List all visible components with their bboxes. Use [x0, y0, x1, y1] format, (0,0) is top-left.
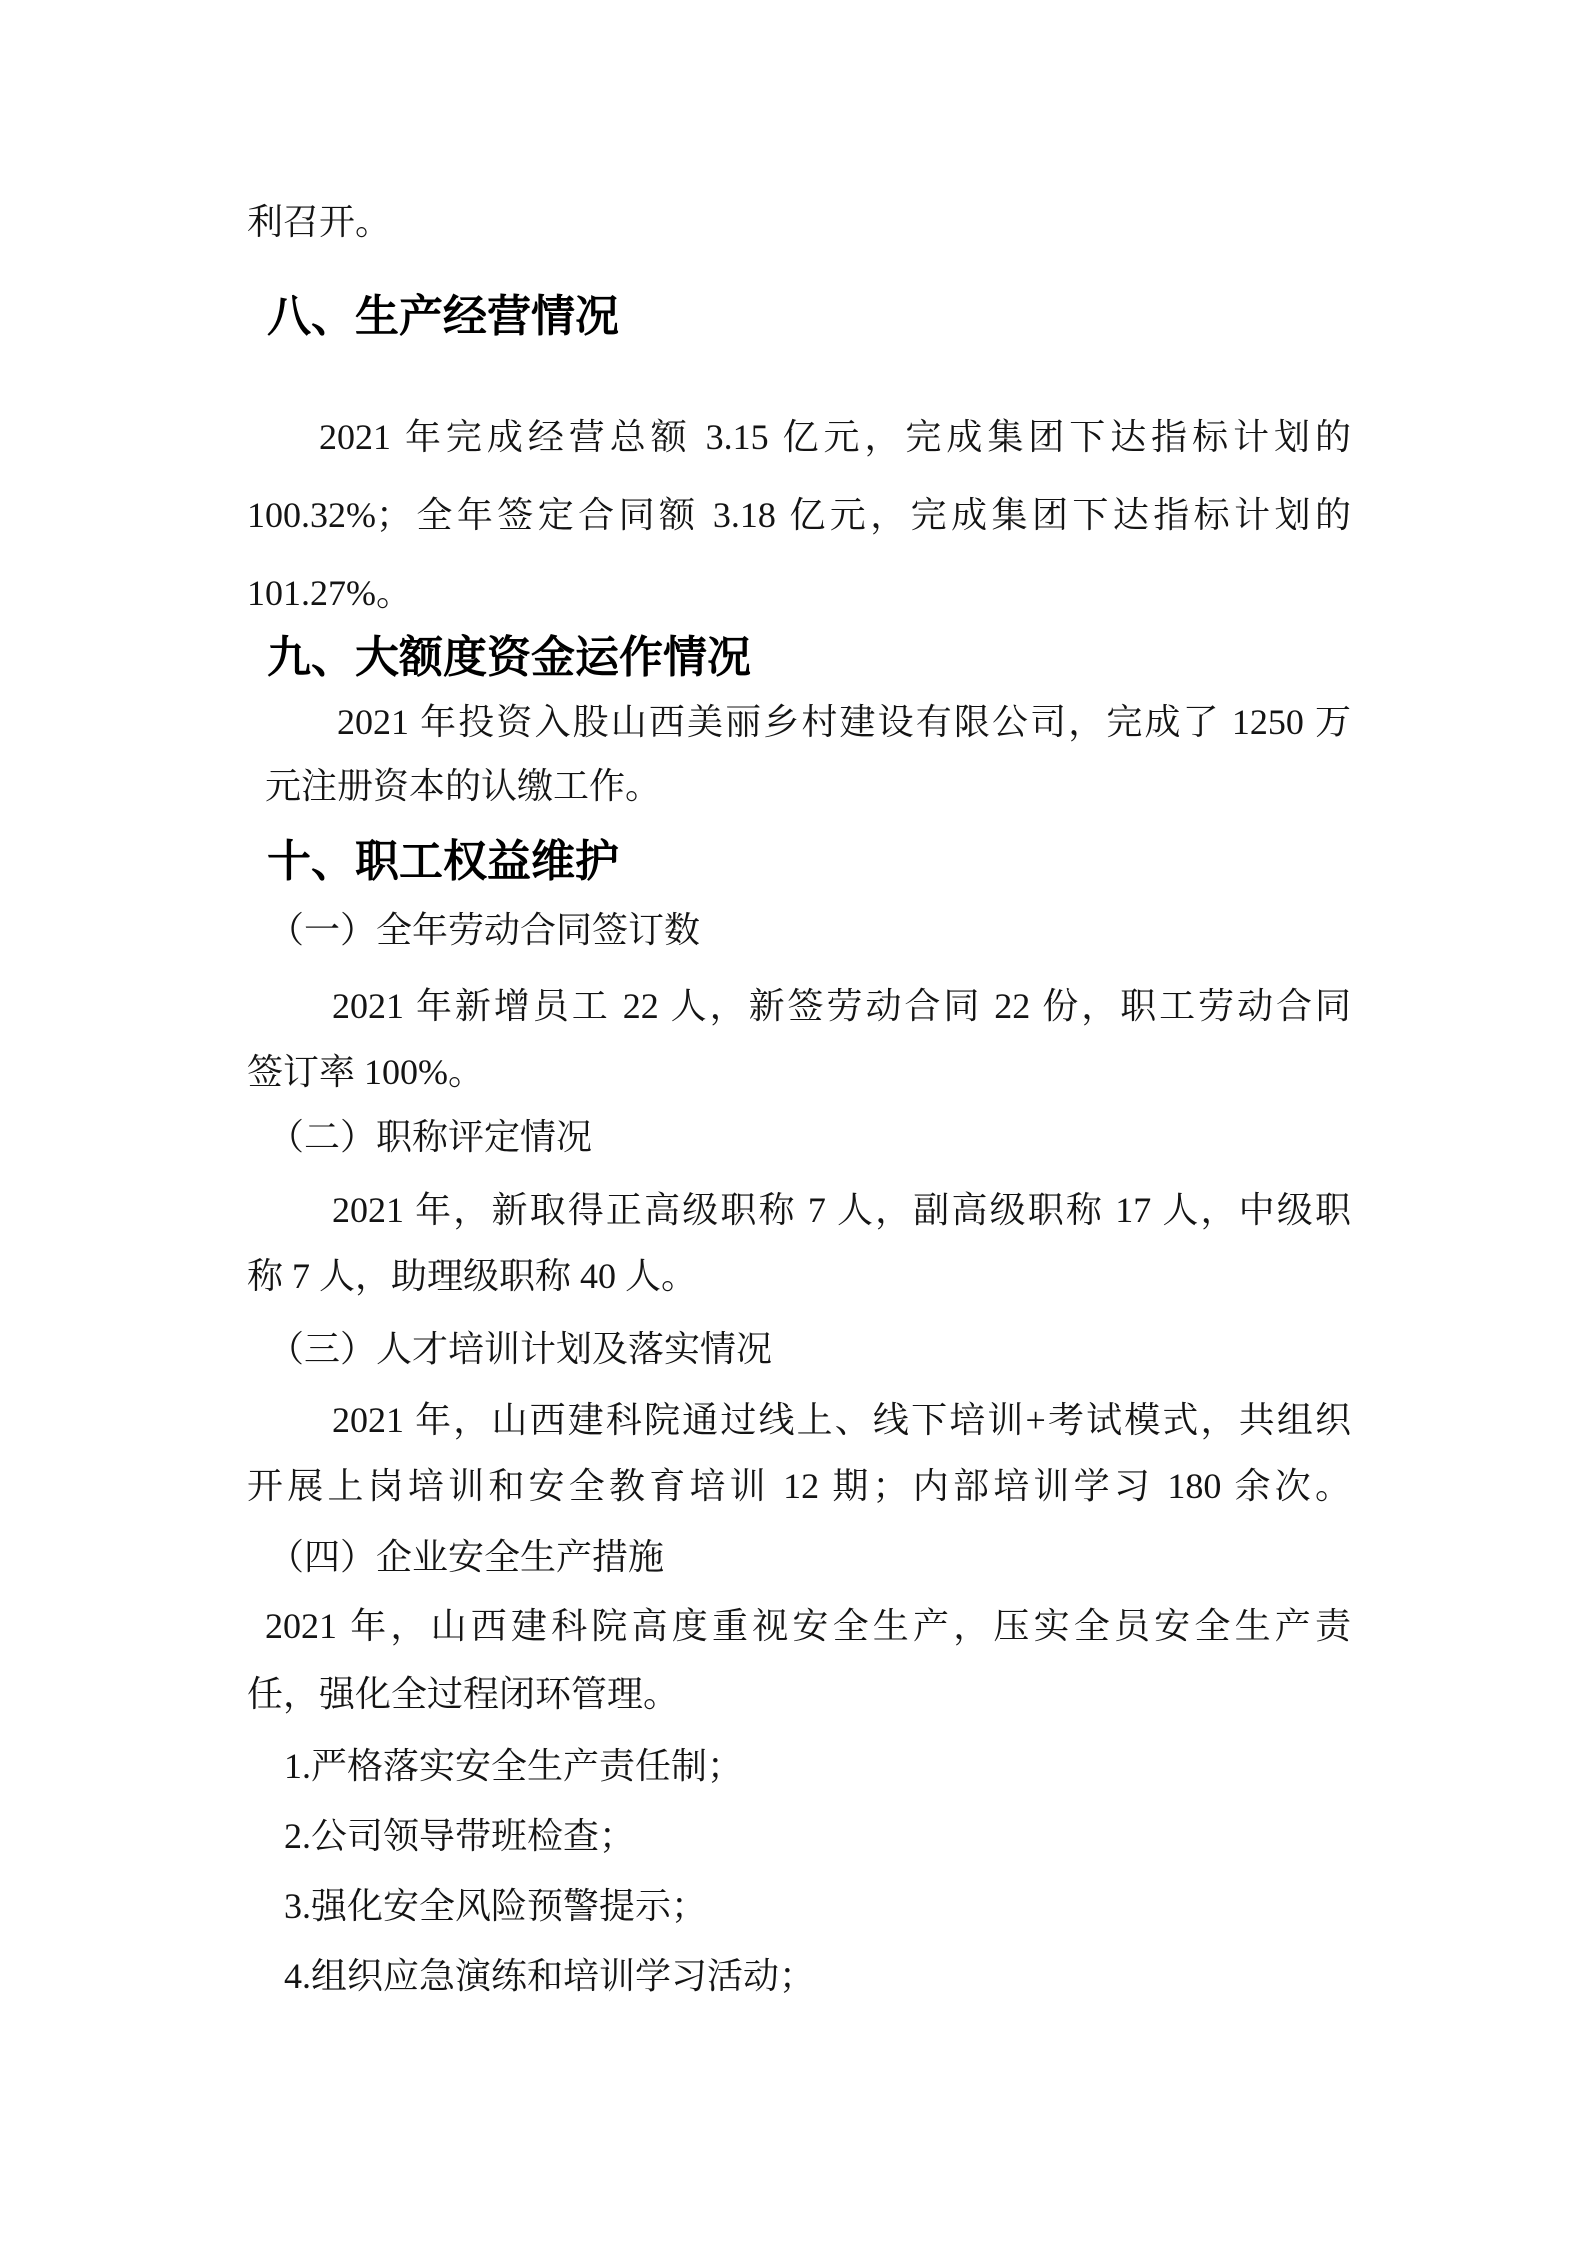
subsection-3-title: （三）人才培训计划及落实情况: [268, 1329, 773, 1369]
paragraph-line: 签订率 100%。: [247, 1052, 484, 1092]
subsection-4-title: （四）企业安全生产措施: [268, 1537, 665, 1577]
numbered-item-3: 3.强化安全风险预警提示；: [284, 1886, 708, 1926]
section-9-heading: 九、大额度资金运作情况: [267, 632, 751, 683]
section-8-paragraph: [247, 398, 1351, 632]
paragraph-line: 元注册资本的认缴工作。: [265, 766, 662, 806]
paragraph-line: 任，强化全过程闭环管理。: [247, 1674, 680, 1714]
numbered-item-1: 1.严格落实安全生产责任制；: [284, 1746, 744, 1786]
subsection-4-paragraph: [247, 1592, 1351, 1728]
numbered-item-4: 4.组织应急演练和培训学习活动；: [284, 1956, 816, 1996]
paragraph-line: 2021 年新增员工 22 人，新签劳动合同 22 份，职工劳动合同: [332, 986, 1351, 1026]
paragraph-line: 2021 年，山西建科院通过线上、线下培训+考试模式，共组织: [332, 1400, 1351, 1440]
paragraph-line: 2021 年投资入股山西美丽乡村建设有限公司，完成了 1250 万: [337, 702, 1351, 742]
subsection-1-paragraph: [247, 973, 1351, 1105]
subsection-3-paragraph: [247, 1387, 1351, 1519]
paragraph-line: 开展上岗培训和安全教育培训 12 期；内部培训学习 180 余次。: [247, 1466, 1351, 1506]
subsection-2-title: （二）职称评定情况: [268, 1117, 593, 1157]
paragraph-line: 100.32%；全年签定合同额 3.18 亿元，完成集团下达指标计划的: [247, 495, 1351, 535]
section-10-heading: 十、职工权益维护: [267, 836, 619, 887]
continuation-line: 利召开。: [247, 202, 392, 242]
subsection-2-paragraph: [247, 1177, 1351, 1309]
paragraph-line: 称 7 人，助理级职称 40 人。: [247, 1256, 698, 1296]
numbered-item-2: 2.公司领导带班检查；: [284, 1816, 636, 1856]
paragraph-line: 2021 年，山西建科院高度重视安全生产，压实全员安全生产责: [265, 1606, 1351, 1646]
section-8-heading: 八、生产经营情况: [267, 291, 619, 342]
subsection-1-title: （一）全年劳动合同签订数: [268, 910, 701, 950]
section-9-paragraph: [247, 690, 1351, 818]
paragraph-line: 2021 年完成经营总额 3.15 亿元，完成集团下达指标计划的: [319, 417, 1351, 457]
safety-measures-list: [247, 1731, 1351, 2011]
paragraph-line: 101.27%。: [247, 573, 412, 613]
paragraph-line: 2021 年，新取得正高级职称 7 人，副高级职称 17 人，中级职: [332, 1190, 1351, 1230]
